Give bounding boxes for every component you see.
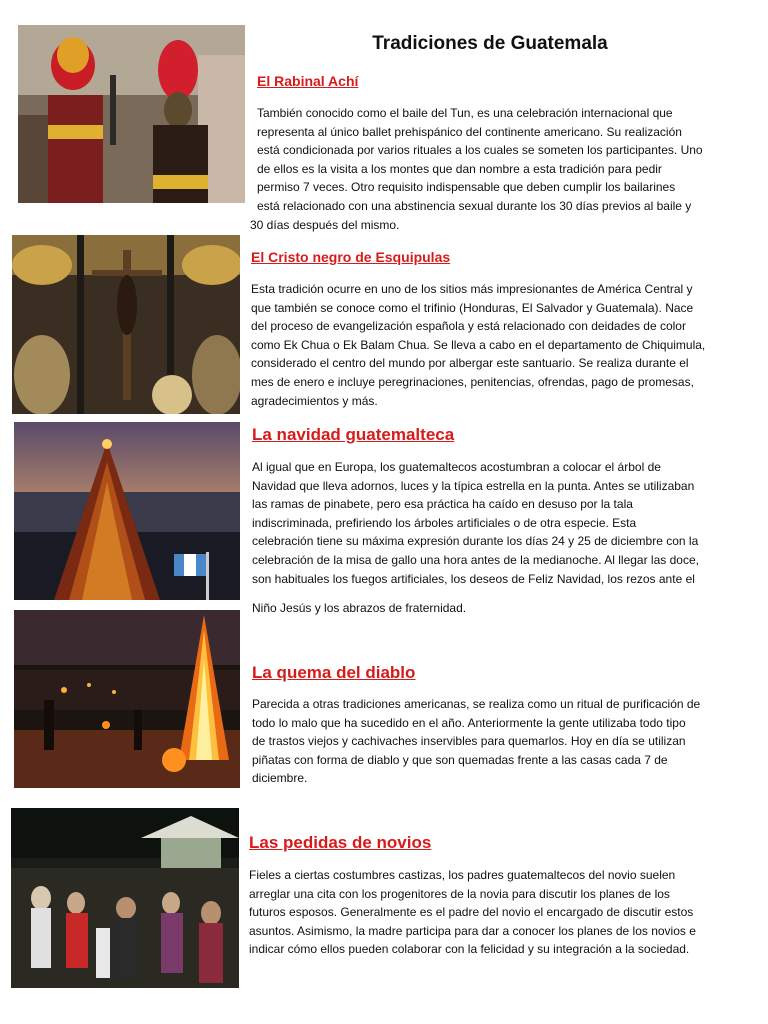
body-line: considerado el centro del mundo por albergar este santuario. Se realiza durante el (251, 356, 689, 371)
section-body (249, 866, 696, 959)
body-line: 30 días después del mismo. (250, 217, 400, 232)
section-body (251, 280, 705, 410)
body-line: agradecimientos y más. (251, 393, 378, 408)
body-line: celebración de la misa de gallo una hora antes de la medianoche. Al llegar las doce, (252, 552, 699, 567)
section-heading: Las pedidas de novios (249, 833, 432, 852)
body-line: indicar cómo ellos pueden colaborar con la felicidad y su integración a la sociedad. (249, 942, 690, 957)
body-line: las ramas de pinabete, pero esa práctica ha caído en desuso por la tala (252, 497, 633, 512)
section-heading: La quema del diablo (252, 663, 416, 682)
body-line: También conocido como el baile del Tun, es una celebración internacional que (257, 106, 673, 120)
body-line: que también se conoce como el trifinio (Honduras, El Salvador y Guatemala). Nace (251, 300, 694, 315)
section-body (252, 458, 699, 588)
section-body (250, 104, 703, 234)
body-line: permiso 7 veces. Otro requisito indispensable que deben cumplir los bailarines (257, 180, 676, 195)
section-body (252, 695, 700, 788)
body-line: está relacionado con una abstinencia sexual durante los 30 días previos al baile y (257, 198, 692, 213)
body-line: futuros esposos. Generalmente es el padre del novio el encargado de discutir estos (249, 905, 694, 920)
body-line: Fieles a ciertas costumbres castizas, los padres guatemaltecos del novio suelen (249, 868, 676, 882)
quema-del-diablo-bonfire-photo (14, 610, 240, 788)
body-line: Parecida a otras tradiciones americanas, se realiza como un ritual de purificación de (252, 697, 701, 711)
body-line: asuntos. Asimismo, la madre participa para dar a conocer los planes de los novios e (249, 923, 696, 938)
body-line: celebración tiene su máxima expresión durante los días 24 y 25 de diciembre con la (252, 534, 699, 549)
body-line: como Ek Chua o Ek Balam Chua. Se lleva a cabo en el departamento de Chiquimula, (251, 337, 706, 352)
body-line: está condicionada por varios rituales a los cuales se someten los participantes. Uno (257, 143, 703, 158)
body-line: Al igual que en Europa, los guatemaltecos acostumbran a colocar el árbol de (252, 460, 661, 474)
cristo-negro-altar-photo (12, 235, 240, 414)
christmas-tree-photo (14, 422, 240, 600)
body-line: arreglar una cita con los progenitores de la novia para discutir los planes de los (249, 886, 670, 901)
body-line: todo lo malo que ha sucedido en el año. Anteriormente la gente utilizaba todo tipo (252, 715, 686, 730)
section-heading: El Cristo negro de Esquipulas (251, 249, 451, 265)
body-line: mes de enero e incluye peregrinaciones, penitencias, ofrendas, pago de promesas, (251, 374, 694, 389)
body-line: Niño Jesús y los abrazos de fraternidad. (252, 601, 467, 615)
rabinal-achi-dancers-photo (18, 25, 245, 203)
body-line: del proceso de evangelización española y está relacionado con deidades de color (251, 319, 686, 334)
section-heading: La navidad guatemalteca (252, 425, 455, 444)
body-line: de ellos es la visita a los montes que dan nombre a esta tradición para pedir (257, 161, 662, 176)
body-line: Esta tradición ocurre en uno de los sitios más impresionantes de América Central y (251, 282, 693, 296)
body-line: representa al único ballet prehispánico del continente americano. Su realización (257, 124, 682, 139)
body-line: Navidad que lleva adornos, luces y la típica estrella en la punta. Antes se utilizaban (252, 478, 695, 493)
body-line: piñatas con forma de diablo y que son quemadas frente a las casas cada 7 de (252, 752, 668, 767)
body-line: diciembre. (252, 771, 308, 786)
page-title: Tradiciones de Guatemala (372, 33, 608, 54)
section-heading: El Rabinal Achí (257, 73, 359, 89)
body-line: de trastos viejos y cachivaches inservibles para quemarlos. Hoy en día se utilizan (252, 734, 686, 749)
section-body-last-line (252, 599, 466, 618)
body-line: son habituales los fuegos artificiales, los deseos de Feliz Navidad, los rezos ante el (252, 571, 695, 586)
body-line: indiscriminada, prefiriendo los árboles artificiales o de otra especie. Esta (252, 515, 637, 530)
pedidas-de-novios-crowd-photo (11, 808, 239, 988)
